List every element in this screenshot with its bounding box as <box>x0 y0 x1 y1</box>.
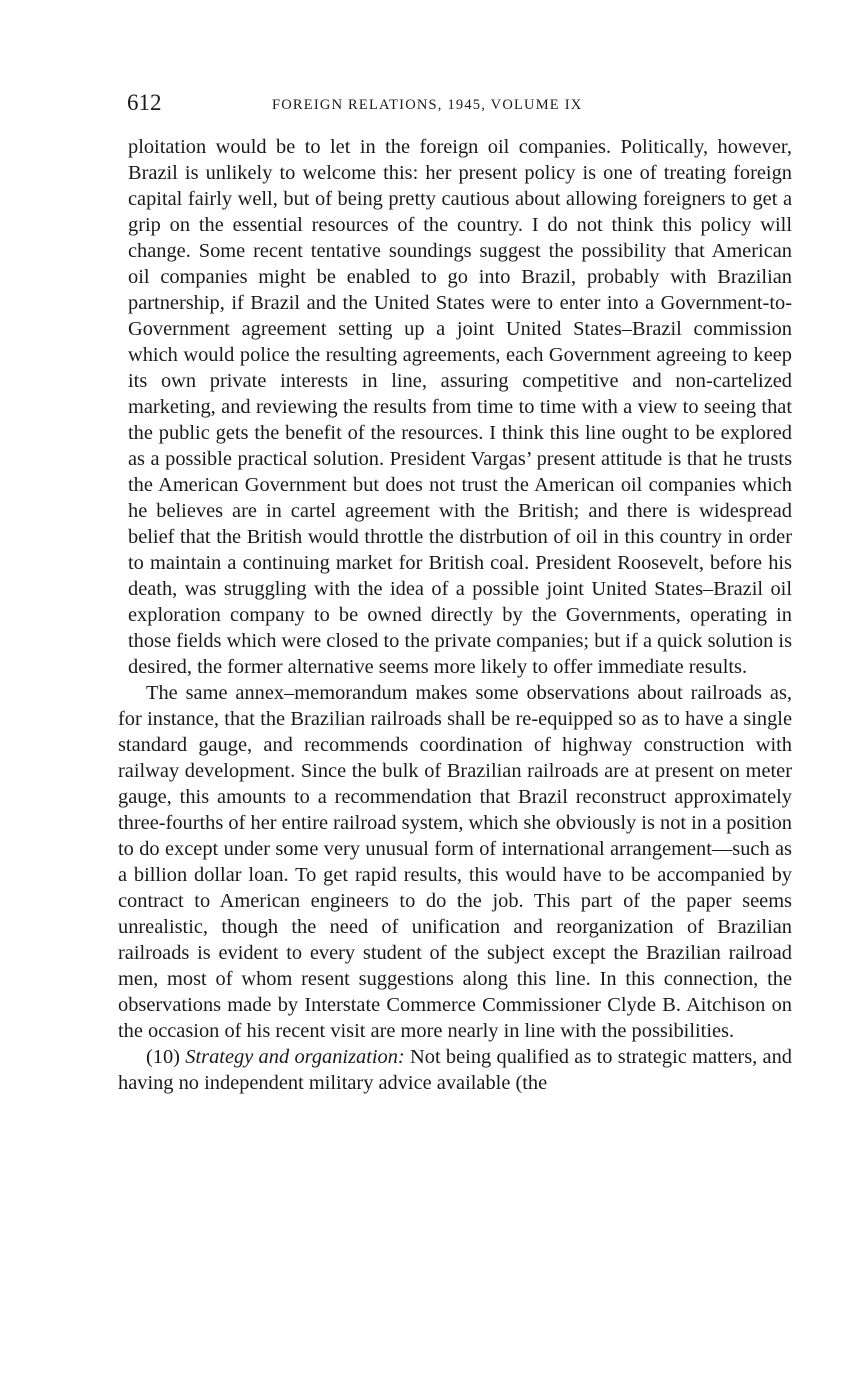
section-title: Strategy and organization: <box>185 1046 405 1068</box>
page-number: 612 <box>127 90 162 115</box>
document-body <box>118 134 792 1096</box>
section-number: (10) <box>146 1046 180 1068</box>
paragraph-strategy <box>118 1044 792 1096</box>
running-head: FOREIGN RELATIONS, 1945, VOLUME IX <box>272 97 583 113</box>
section-text: Not being qualified as to strategic matters, and having no independent military advice available (the <box>118 1046 792 1094</box>
paragraph-oil: ploitation would be to let in the foreign oil companies. Politically, however, Brazil is unlikely to welcome this: her present policy is one of treating foreign capital fairly well, but of being pretty cautious about allowing foreigners to get a grip on the essential resources of the country. I do not think this policy will change. Some recent tentative soundings suggest the possibility that American oil companies might be enabled to go into Brazil, probably with Brazilian partnership, if Brazil and the United States were to enter into a Government-to-Government agreement setting up a joint United States–Brazil commission which would police the resulting agreements, each Government agreeing to keep its own private interests in line, assuring competitive and non-cartelized marketing, and reviewing the results from time to time with a view to seeing that the public gets the benefit of the resources. I think this line ought to be explored as a possible practical solution. President Vargas’ present attitude is that he trusts the American Government but does not trust the American oil companies which he believes are in cartel agreement with the British; and there is widespread belief that the British would throttle the distrbution of oil in this country in order to maintain a continuing market for British coal. President Roosevelt, before his death, was struggling with the idea of a possible joint United States–Brazil oil exploration company to be owned directly by the Governments, operating in those fields which were closed to the private companies; but if a quick solution is desired, the former alternative seems more likely to offer immediate results. <box>128 136 792 678</box>
paragraph-railroads: The same annex–memorandum makes some observations about railroads as, for instance, that the Brazilian railroads shall be re-equipped so as to have a single standard gauge, and recommends coordination of highway construction with railway development. Since the bulk of Brazilian railroads are at present on meter gauge, this amounts to a recommendation that Brazil reconstruct approximately three-fourths of her entire railroad system, which she obviously is not in a position to do except under some very unusual form of international arrangement—such as a billion dollar loan. To get rapid results, this would have to be accompanied by contract to American engineers to do the job. This part of the paper seems unrealistic, though the need of unification and reorganization of Brazilian railroads is evident to every student of the subject except the Brazilian railroad men, most of whom resent suggestions along this line. In this connection, the observations made by Interstate Commerce Commissioner Clyde B. Aitchison on the occasion of his recent visit are more nearly in line with the possibilities. <box>118 682 792 1042</box>
page-header <box>127 86 795 120</box>
